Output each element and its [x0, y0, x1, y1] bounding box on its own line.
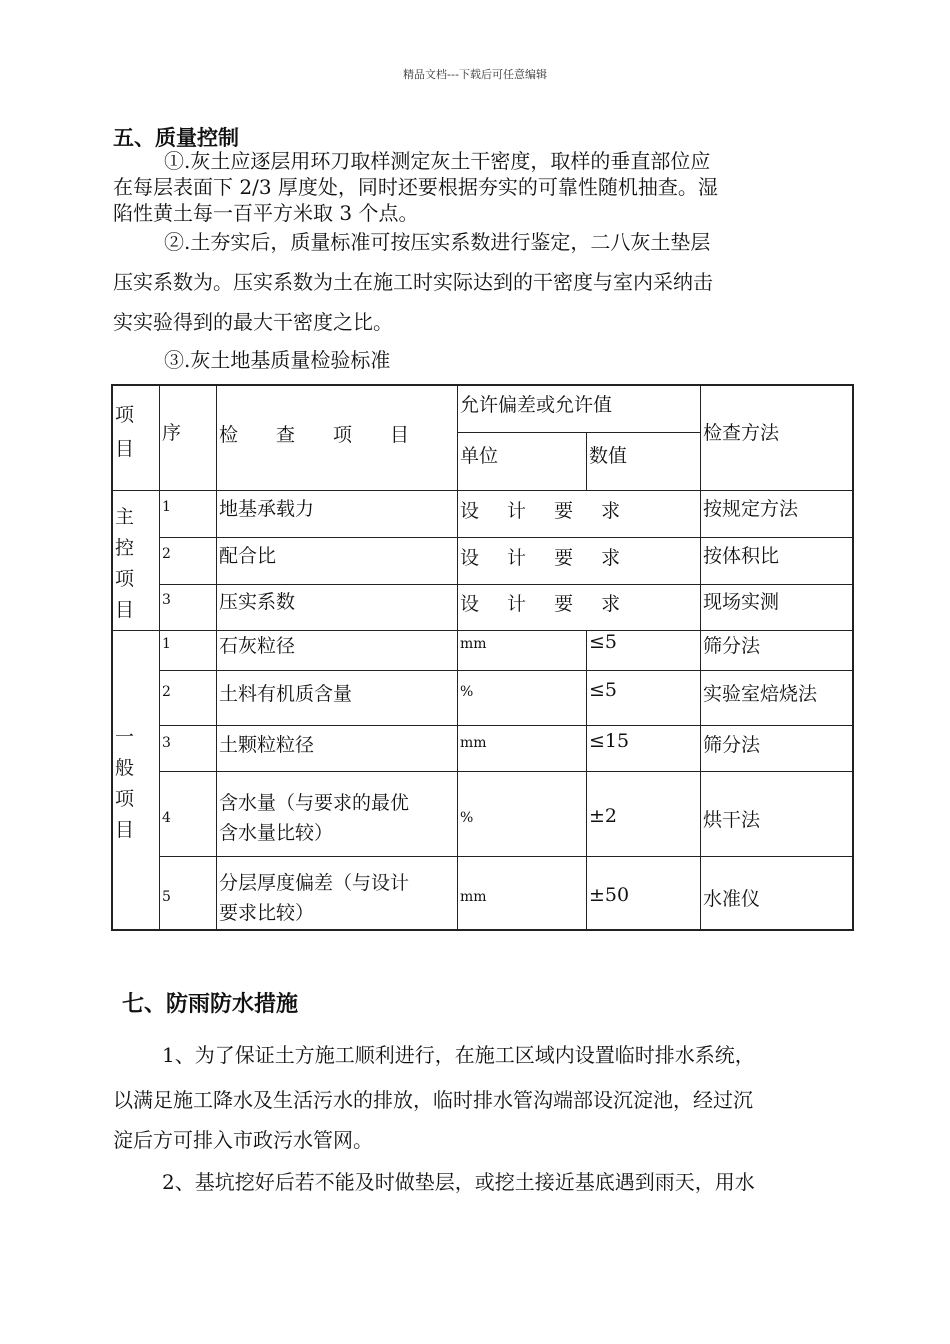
row-method: 烘干法: [703, 809, 761, 831]
row-unit: mm: [460, 889, 487, 905]
paragraph-line: 以满足施工降水及生活污水的排放，临时排水管沟端部设沉淀池，经过沉: [113, 1088, 753, 1112]
row-item: 石灰粒径: [219, 635, 296, 657]
paragraph-line: 实实验得到的最大干密度之比。: [113, 310, 393, 334]
table-caption: ③.灰土地基质量检验标准: [164, 348, 391, 372]
paragraph-line: 2、基坑挖好后若不能及时做垫层，或挖土接近基底遇到雨天，用水: [162, 1170, 755, 1194]
header-value: 数值: [589, 445, 628, 467]
row-item-line2: 含水量比较）: [219, 822, 334, 844]
row-seq: 1: [162, 636, 171, 652]
header-seq: 序: [162, 422, 182, 444]
row-value: ≤15: [589, 730, 630, 752]
row-unit: mm: [460, 636, 487, 652]
row-item: 分层厚度偏差（与设计: [219, 872, 410, 894]
group-general-char: 项: [115, 788, 135, 810]
paragraph-line: 压实系数为。压实系数为土在施工时实际达到的干密度与室内采纳击: [113, 270, 713, 294]
row-unit: %: [460, 810, 474, 826]
row-item: 压实系数: [219, 591, 296, 613]
row-requirement: 设 计 要 求: [460, 500, 632, 522]
row-requirement: 设 计 要 求: [460, 593, 632, 615]
row-seq: 3: [162, 592, 171, 608]
row-item: 地基承载力: [219, 498, 315, 520]
header-item: 项: [115, 404, 135, 426]
header-check-char: 项: [333, 424, 353, 446]
header-check-char: 检: [219, 424, 239, 446]
group-main-char: 目: [115, 599, 135, 621]
row-item: 土料有机质含量: [219, 683, 353, 705]
header-check-item: [219, 420, 409, 447]
group-general-char: 一: [115, 726, 135, 748]
row-method: 按体积比: [703, 545, 780, 567]
section-title-quality-control: 五、质量控制: [113, 126, 239, 150]
row-method: 按规定方法: [703, 498, 799, 520]
row-method: 实验室焙烧法: [703, 683, 818, 705]
row-requirement: 设 计 要 求: [460, 547, 632, 569]
row-method: 水准仪: [703, 888, 761, 910]
header-method: 检查方法: [703, 422, 780, 444]
row-item: 含水量（与要求的最优: [219, 792, 410, 814]
header-check-char: 目: [390, 424, 410, 446]
header-item: 目: [115, 438, 135, 460]
row-seq: 1: [162, 499, 171, 515]
row-unit: %: [460, 684, 474, 700]
row-method: 筛分法: [703, 635, 761, 657]
paragraph-line: 陷性黄土每一百平方米取 3 个点。: [113, 201, 419, 225]
row-value: ≤5: [589, 631, 618, 653]
paragraph-line: ②.土夯实后，质量标准可按压实系数进行鉴定，二八灰土垫层: [164, 230, 711, 254]
row-item-line2: 要求比较）: [219, 902, 315, 924]
row-value: ≤5: [589, 679, 618, 701]
group-main-char: 主: [115, 506, 135, 528]
header-unit: 单位: [460, 445, 499, 467]
row-item: 配合比: [219, 545, 277, 567]
section-title-rain-protection: 七、防雨防水措施: [122, 992, 299, 1017]
group-general-char: 般: [115, 757, 135, 779]
row-unit: mm: [460, 735, 487, 751]
paragraph-line: 在每层表面下 2/3 厚度处，同时还要根据夯实的可靠性随机抽查。湿: [113, 175, 718, 199]
group-general-char: 目: [115, 819, 135, 841]
group-main-char: 项: [115, 568, 135, 590]
row-seq: 2: [162, 546, 171, 562]
paragraph-line: 淀后方可排入市政污水管网。: [113, 1128, 373, 1152]
row-seq: 3: [162, 735, 171, 751]
group-main-char: 控: [115, 537, 135, 559]
paragraph-line: 1、为了保证土方施工顺利进行，在施工区域内设置临时排水系统，: [162, 1043, 755, 1067]
row-method: 筛分法: [703, 734, 761, 756]
paragraph-line: ①.灰土应逐层用环刀取样测定灰土干密度，取样的垂直部位应: [164, 149, 711, 173]
header-allowed: 允许偏差或允许值: [460, 394, 613, 416]
row-item: 土颗粒粒径: [219, 734, 315, 756]
row-seq: 5: [162, 889, 171, 905]
header-check-char: 查: [276, 424, 296, 446]
page-header: 精品文档---下载后可任意编辑: [403, 68, 547, 81]
row-seq: 4: [162, 810, 171, 826]
row-seq: 2: [162, 684, 171, 700]
row-value: ±2: [589, 805, 618, 827]
row-value: ±50: [589, 884, 630, 906]
row-method: 现场实测: [703, 591, 780, 613]
